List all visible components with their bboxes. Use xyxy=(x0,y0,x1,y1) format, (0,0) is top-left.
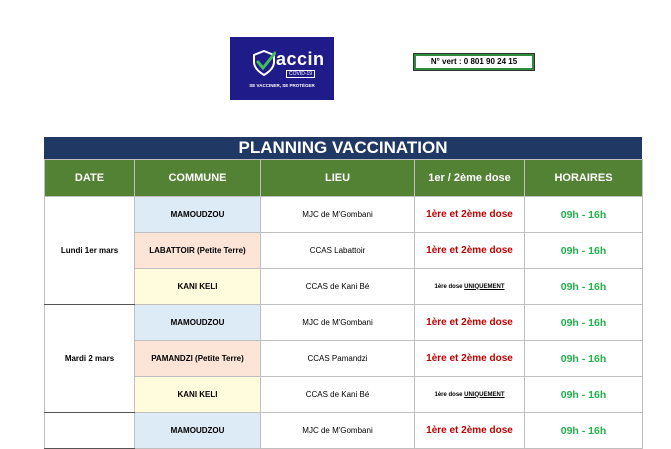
dose-only-label: UNIQUEMENT xyxy=(464,283,505,290)
lieu-cell: MJC de M'Gombani xyxy=(261,305,415,341)
hours-cell: 09h - 16h xyxy=(525,377,643,413)
dose-first-label: 1ère dose xyxy=(434,283,465,290)
commune-cell: MAMOUDZOU xyxy=(135,305,261,341)
table-row xyxy=(45,197,643,233)
commune-cell: KANI KELI xyxy=(135,377,261,413)
dose-cell: 1ère et 2ème dose xyxy=(415,233,525,269)
column-header-lieu: LIEU xyxy=(261,160,415,197)
dose-cell xyxy=(415,269,525,305)
hotline-number: N° vert : 0 801 90 24 15 xyxy=(416,56,532,68)
planning-table xyxy=(44,159,643,449)
lieu-cell: MJC de M'Gombani xyxy=(261,197,415,233)
table-row xyxy=(45,269,643,305)
lieu-cell: CCAS Pamandzi xyxy=(261,341,415,377)
dose-cell: 1ère et 2ème dose xyxy=(415,341,525,377)
hours-cell: 09h - 16h xyxy=(525,197,643,233)
date-cell xyxy=(45,413,135,449)
hours-cell: 09h - 16h xyxy=(525,269,643,305)
dose-cell: 1ère et 2ème dose xyxy=(415,413,525,449)
column-header-date: DATE xyxy=(45,160,135,197)
column-header-dose: 1er / 2ème dose xyxy=(415,160,525,197)
lieu-cell: CCAS de Kani Bé xyxy=(261,377,415,413)
hours-cell: 09h - 16h xyxy=(525,233,643,269)
commune-cell: LABATTOIR (Petite Terre) xyxy=(135,233,261,269)
page-title: PLANNING VACCINATION xyxy=(44,137,642,159)
lieu-cell: MJC de M'Gombani xyxy=(261,413,415,449)
table-row xyxy=(45,305,643,341)
dose-only-label: UNIQUEMENT xyxy=(464,391,505,398)
dose-cell: 1ère et 2ème dose xyxy=(415,305,525,341)
dose-first-label: 1ère dose xyxy=(434,391,465,398)
lieu-cell: CCAS de Kani Bé xyxy=(261,269,415,305)
table-row xyxy=(45,233,643,269)
logo-covid-label: COVID-19 xyxy=(286,70,315,78)
commune-cell: PAMANDZI (Petite Terre) xyxy=(135,341,261,377)
hotline-box xyxy=(413,53,535,71)
logo-tagline: SE VACCINER, SE PROTÉGER xyxy=(249,83,315,88)
column-header-horaires: HORAIRES xyxy=(525,160,643,197)
table-row xyxy=(45,341,643,377)
dose-cell xyxy=(415,377,525,413)
dose-cell: 1ère et 2ème dose xyxy=(415,197,525,233)
shield-check-icon xyxy=(252,50,276,76)
vaccin-logo xyxy=(230,37,334,100)
date-cell: Mardi 2 mars xyxy=(45,305,135,413)
hours-cell: 09h - 16h xyxy=(525,341,643,377)
hours-cell: 09h - 16h xyxy=(525,305,643,341)
hours-cell: 09h - 16h xyxy=(525,413,643,449)
lieu-cell: CCAS Labattoir xyxy=(261,233,415,269)
logo-word: accin xyxy=(276,49,325,69)
table-row xyxy=(45,377,643,413)
commune-cell: KANI KELI xyxy=(135,269,261,305)
date-cell: Lundi 1er mars xyxy=(45,197,135,305)
column-header-commune: COMMUNE xyxy=(135,160,261,197)
commune-cell: MAMOUDZOU xyxy=(135,413,261,449)
table-row xyxy=(45,413,643,449)
table-body xyxy=(45,197,643,449)
commune-cell: MAMOUDZOU xyxy=(135,197,261,233)
table-header-row xyxy=(45,160,643,197)
